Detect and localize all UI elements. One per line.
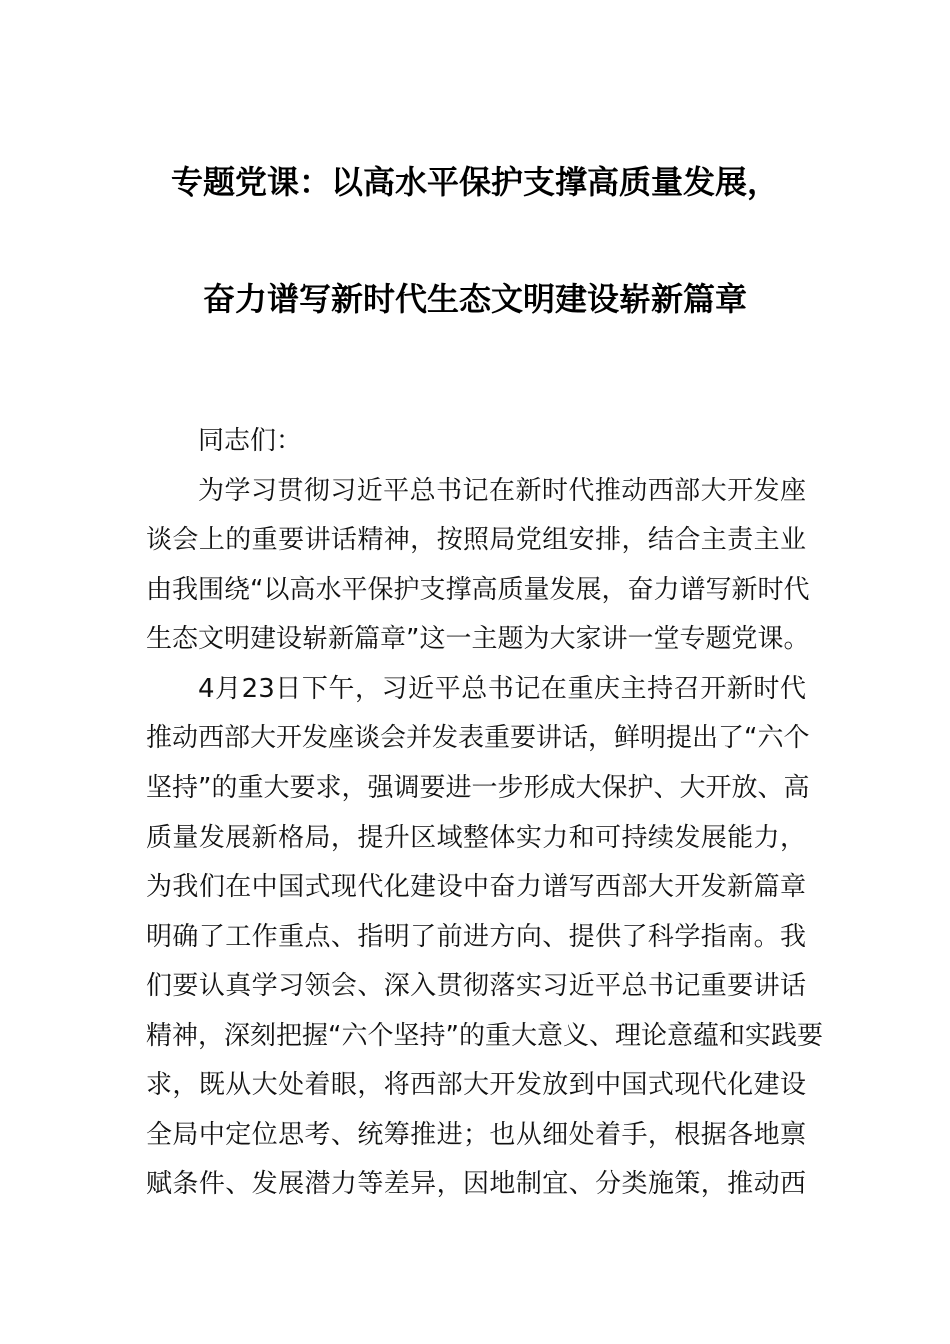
paragraph-1-line: 生态文明建设崭新篇章”这一主题为大家讲一堂专题党课。	[146, 624, 810, 654]
paragraph-2-line: 为我们在中国式现代化建设中奋力谱写西部大开发新篇章	[146, 872, 806, 902]
title-line-2: 奋力谱写新时代生态文明建设崭新篇章	[202, 280, 747, 318]
paragraph-2-line: 坚持”的重大要求，强调要进一步形成大保护、大开放、高	[146, 773, 810, 803]
paragraph-1-line: 由我围绕“以高水平保护支撑高质量发展，奋力谱写新时代	[146, 575, 810, 605]
salutation: 同志们：	[198, 426, 303, 456]
paragraph-2-line: 全局中定位思考、统筹推进；也从细处着手，根据各地禀	[146, 1120, 806, 1150]
paragraph-2-line: 赋条件、发展潜力等差异，因地制宜、分类施策，推动西	[146, 1169, 806, 1199]
paragraph-2-line: 推动西部大开发座谈会并发表重要讲话，鲜明提出了“六个	[146, 723, 810, 753]
paragraph-2-line: 质量发展新格局，提升区域整体实力和可持续发展能力，	[146, 823, 806, 853]
paragraph-2-line: 精神，深刻把握“六个坚持”的重大意义、理论意蕴和实践要	[146, 1021, 823, 1051]
paragraph-1-line: 谈会上的重要讲话精神，按照局党组安排，结合主责主业	[146, 525, 806, 555]
paragraph-2-line: 4月23日下午，习近平总书记在重庆主持召开新时代	[198, 674, 806, 704]
paragraph-1-line: 为学习贯彻习近平总书记在新时代推动西部大开发座	[198, 476, 806, 506]
paragraph-2-line: 们要认真学习领会、深入贯彻落实习近平总书记重要讲话	[146, 971, 806, 1001]
paragraph-2-line: 求，既从大处着眼，将西部大开发放到中国式现代化建设	[146, 1070, 806, 1100]
title-line-1: 专题党课：以高水平保护支撑高质量发展，	[170, 163, 779, 201]
paragraph-2-line: 明确了工作重点、指明了前进方向、提供了科学指南。我	[146, 922, 806, 952]
